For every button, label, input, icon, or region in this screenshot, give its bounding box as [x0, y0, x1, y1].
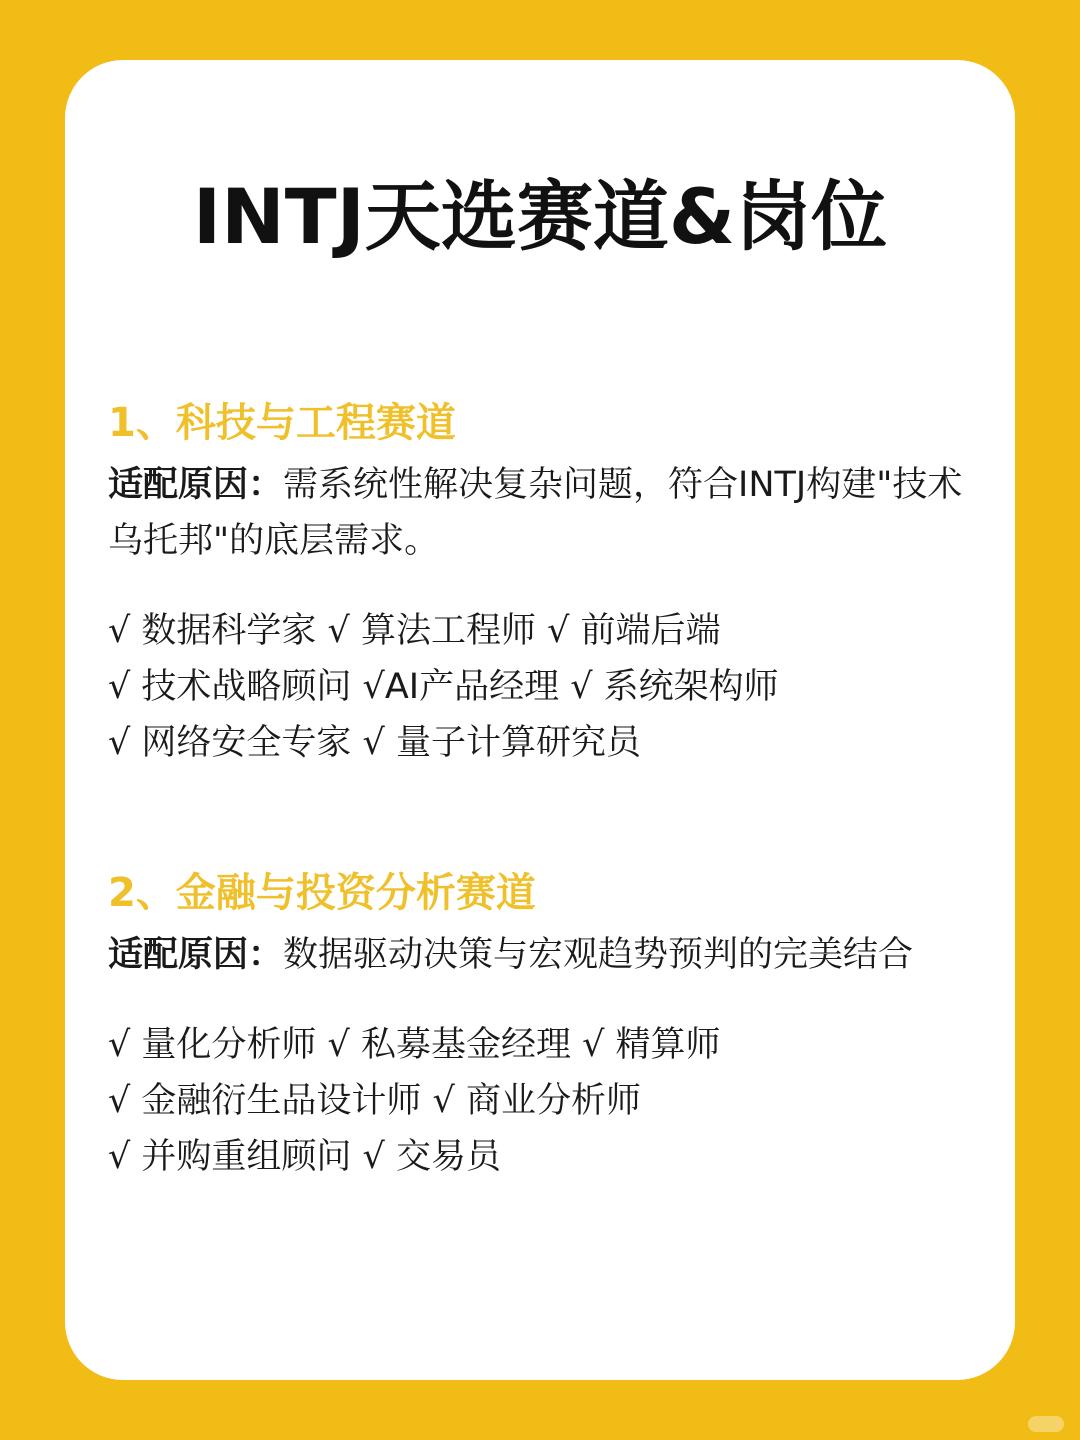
job-line: √ 数据科学家 √ 算法工程师 √ 前端后端 [108, 611, 721, 651]
job-list [108, 1017, 968, 1185]
section-reason [108, 927, 968, 983]
job-line: √ 金融衍生品设计师 √ 商业分析师 [108, 1081, 641, 1121]
reason-text: 数据驱动决策与宏观趋势预判的完美结合 [283, 935, 914, 975]
section-finance-investment [108, 865, 968, 1185]
section-tech-engineering [108, 395, 968, 771]
job-line: √ 网络安全专家 √ 量子计算研究员 [108, 723, 641, 763]
section-reason [108, 457, 968, 569]
section-heading: 1、科技与工程赛道 [108, 400, 456, 446]
reason-text: 需系统性解决复杂问题，符合INTJ构建"技术乌托邦"的底层需求。 [108, 465, 963, 561]
job-line: √ 并购重组顾问 √ 交易员 [108, 1137, 501, 1177]
section-heading: 2、金融与投资分析赛道 [108, 870, 536, 916]
reason-label: 适配原因： [108, 935, 284, 975]
reason-label: 适配原因： [108, 465, 284, 505]
watermark-badge [1028, 1416, 1064, 1432]
page-title: INTJ天选赛道&岗位 [192, 172, 888, 261]
job-line: √ 技术战略顾问 √AI产品经理 √ 系统架构师 [108, 667, 779, 707]
job-line: √ 量化分析师 √ 私募基金经理 √ 精算师 [108, 1025, 721, 1065]
job-list [108, 603, 968, 771]
